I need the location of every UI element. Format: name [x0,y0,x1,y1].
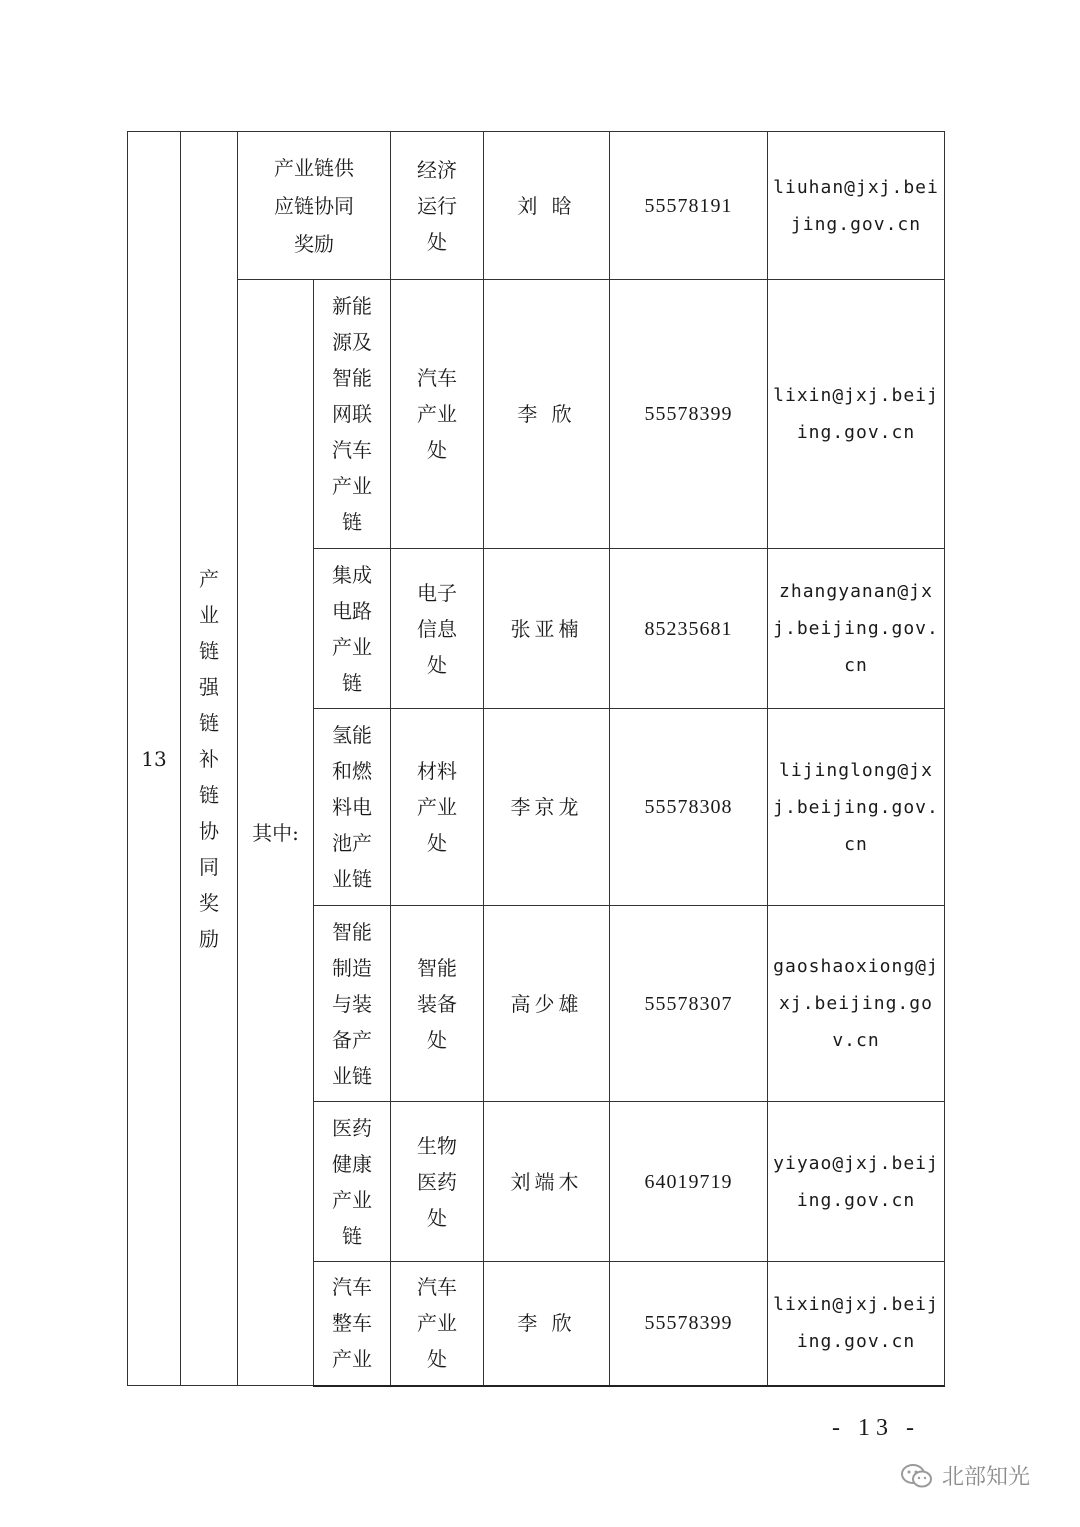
category-label: 产业链强链补链协同奖励 [199,566,219,951]
phone-cell: 55578308 [610,709,768,906]
phone-cell: 55578307 [610,906,768,1102]
phone-cell: 55578191 [610,132,768,280]
watermark [900,1460,1030,1491]
table-row [128,132,945,280]
department-cell: 生物医药处 [391,1102,484,1262]
wechat-icon [900,1462,934,1490]
phone-cell: 55578399 [610,1262,768,1386]
contact-cell: 张亚楠 [484,549,610,709]
table-row [128,280,945,549]
watermark-text: 北部知光 [942,1465,1031,1490]
email-cell: liuhan@jxj.beijing.gov.cn [768,132,945,280]
email-cell: lijinglong@jxj.beijing.gov.cn [768,709,945,906]
phone-cell: 85235681 [610,549,768,709]
email-cell: lixin@jxj.beijing.gov.cn [768,1262,945,1386]
item-cell: 集成电路产业链 [314,549,391,709]
subgroup-label: 其中: [238,280,314,1386]
item-cell: 新能源及智能网联汽车产业链 [314,280,391,549]
row-index: 13 [128,132,181,1386]
email-cell: lixin@jxj.beijing.gov.cn [768,280,945,549]
department-cell: 汽车产业处 [391,1262,484,1386]
contact-cell: 李 欣 [484,280,610,549]
contact-cell: 刘端木 [484,1102,610,1262]
category-cell [181,132,238,1386]
item-cell: 汽车整车产业 [314,1262,391,1386]
contact-cell: 刘 晗 [484,132,610,280]
department-cell: 经济运行处 [391,132,484,280]
phone-cell: 55578399 [610,280,768,549]
department-cell: 电子信息处 [391,549,484,709]
department-cell: 材料产业处 [391,709,484,906]
department-cell: 汽车产业处 [391,280,484,549]
contact-cell: 高少雄 [484,906,610,1102]
email-cell: gaoshaoxiong@jxj.beijing.gov.cn [768,906,945,1102]
page-number: - 13 - [832,1415,920,1441]
contact-table [127,131,945,1387]
phone-cell: 64019719 [610,1102,768,1262]
item-cell: 医药健康产业链 [314,1102,391,1262]
contact-cell: 李 欣 [484,1262,610,1386]
department-cell: 智能装备处 [391,906,484,1102]
email-cell: yiyao@jxj.beijing.gov.cn [768,1102,945,1262]
contact-cell: 李京龙 [484,709,610,906]
item-cell: 智能制造与装备产业链 [314,906,391,1102]
item-cell: 产业链供应链协同奖励 [238,132,391,280]
email-cell: zhangyanan@jxj.beijing.gov.cn [768,549,945,709]
item-cell: 氢能和燃料电池产业链 [314,709,391,906]
